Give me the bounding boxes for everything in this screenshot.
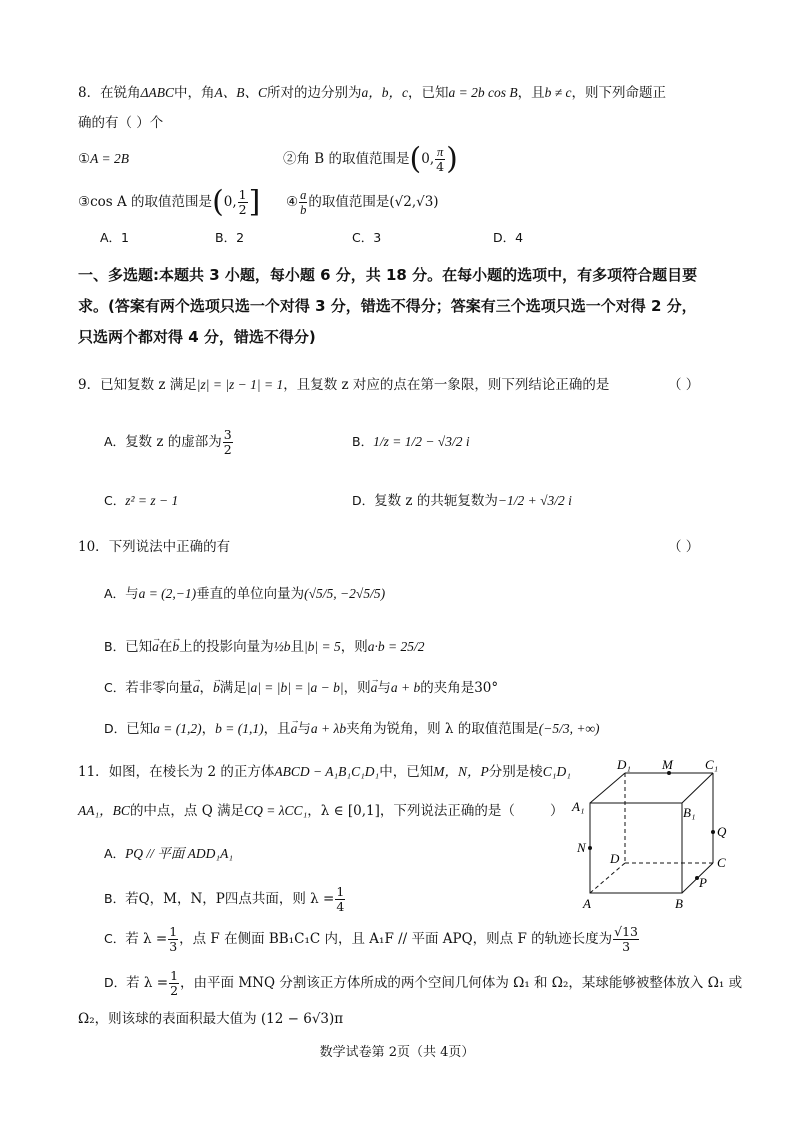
section-heading-line1: 一、多选题:本题共 3 小题，每小题 6 分，共 18 分。在每小题的选项中，有多项符合题目要 — [78, 266, 698, 284]
q8-choice-a[interactable]: A．1 — [100, 230, 130, 245]
label-d: D — [610, 851, 620, 866]
q9-option-a[interactable]: A．复数 z 的虚部为 $\frac{3}{2}$ — [104, 426, 232, 457]
q8-proposition-4: ④ $\frac{a}{b}$ 的取值范围是(√2,√3) — [286, 187, 439, 217]
cube-figure — [565, 755, 735, 915]
q8-choice-b[interactable]: B．2 — [215, 230, 245, 245]
q8-choice-d[interactable]: D．4 — [493, 230, 524, 245]
q11-option-a[interactable]: A．PQ // 平面 ADD₁A₁ — [104, 846, 234, 861]
label-c: C — [717, 855, 726, 870]
q8-proposition-2: ②角 B 的取值范围是(0, $\frac{\pi}{4}$ ) — [283, 141, 458, 177]
label-a: A — [583, 896, 591, 911]
label-b1: B₁ — [683, 805, 696, 820]
q11-answer-paren[interactable]: ） — [550, 803, 564, 819]
q11-stem-line1: 11．如图，在棱长为 2 的正方体ABCD − A₁B₁C₁D₁中，已知M，N，P分别是棱C₁D₁ — [78, 764, 571, 780]
q10-stem: 10．下列说法中正确的有 — [78, 539, 231, 555]
q10-answer-paren[interactable]: （ ） — [668, 539, 700, 555]
point-q — [711, 830, 715, 834]
q11-option-b[interactable]: B．若Q，M，N，P四点共面，则 λ = $\frac{1}{4}$ — [104, 883, 345, 914]
page-footer: 数学试卷第 2页（共 4页） — [319, 1045, 475, 1060]
q8-proposition-3: ③cos A 的取值范围是(0, $\frac{1}{2}$ ] — [78, 184, 261, 220]
q10-option-c[interactable]: C．若非零向量→ a，→ b满足|a| = |b| = |a − b|，则→ a与a + b的夹角是30° — [104, 677, 498, 699]
q11-option-d[interactable]: D．若 λ = $\frac{1}{2}$ ，由平面 MNQ 分割该正方体所成的两个空间几何体为 Ω₁ 和 Ω₂，某球能够被整体放入 Ω₁ 或 — [104, 967, 743, 998]
q9-option-c[interactable]: C．z² = z − 1 — [104, 493, 179, 508]
q10-option-a[interactable]: A．与a = (2,−1)垂直的单位向量为(√5/5, −2√5/5) — [104, 586, 386, 602]
q9-option-d[interactable]: D．复数 z 的共轭复数为−1/2 + √3/2 i — [352, 493, 572, 509]
q8-stem-line2: 确的有（ ）个 — [78, 115, 164, 131]
q8-stem-line1: 8．在锐角ΔABC中，角A、B、C所对的边分别为a，b，c，已知a = 2b cos B，且b ≠ c，则下列命题正 — [78, 85, 667, 101]
q11-stem-line2: AA₁，BC的中点，点 Q 满足CQ = λCC₁，λ ∈ [0,1]，下列说法正确的是（ — [78, 803, 515, 819]
label-d1: D₁ — [617, 757, 631, 772]
q9-option-b[interactable]: B．1/z = 1/2 − √3/2 i — [352, 434, 470, 449]
label-a1: A₁ — [572, 799, 585, 814]
q10-option-b[interactable]: B．已知→ a在→ b上的投影向量为½b且|b| = 5，则a·b = 25/2 — [104, 636, 425, 658]
label-p: P — [699, 875, 707, 890]
label-m: M — [662, 757, 673, 772]
q8-proposition-1: ①A = 2B — [78, 151, 129, 167]
q11-option-d-line2: Ω₂，则该球的表面积最大值为 (12 − 6√3)π — [78, 1011, 344, 1027]
q11-option-c[interactable]: C．若 λ = $\frac{1}{3}$ ，点 F 在侧面 BB₁C₁C 内，且 A₁F // 平面 APQ，则点 F 的轨迹长度为 $\frac{√13}{3}$ — [104, 923, 639, 954]
label-b: B — [675, 896, 683, 911]
q8-choice-c[interactable]: C．3 — [352, 230, 382, 245]
section-heading-line2: 求。(答案有两个选项只选一个对得 3 分，错选不得分；答案有三个选项只选一个对得 2 分， — [78, 297, 697, 315]
label-n: N — [577, 840, 586, 855]
label-c1: C₁ — [705, 757, 719, 772]
q10-option-d[interactable]: D．已知a = (1,2)，b = (1,1)，且→ a与a + λb夹角为锐角，则 λ 的取值范围是(−5/3, +∞) — [104, 718, 600, 740]
point-n — [588, 846, 592, 850]
q9-stem: 9．已知复数 z 满足|z| = |z − 1| = 1，且复数 z 对应的点在第一象限，则下列结论正确的是 — [78, 377, 610, 393]
q9-answer-paren[interactable]: （ ） — [668, 377, 700, 393]
section-heading-line3: 只选两个都对得 4 分，错选不得分) — [78, 328, 316, 346]
label-q: Q — [717, 824, 727, 839]
